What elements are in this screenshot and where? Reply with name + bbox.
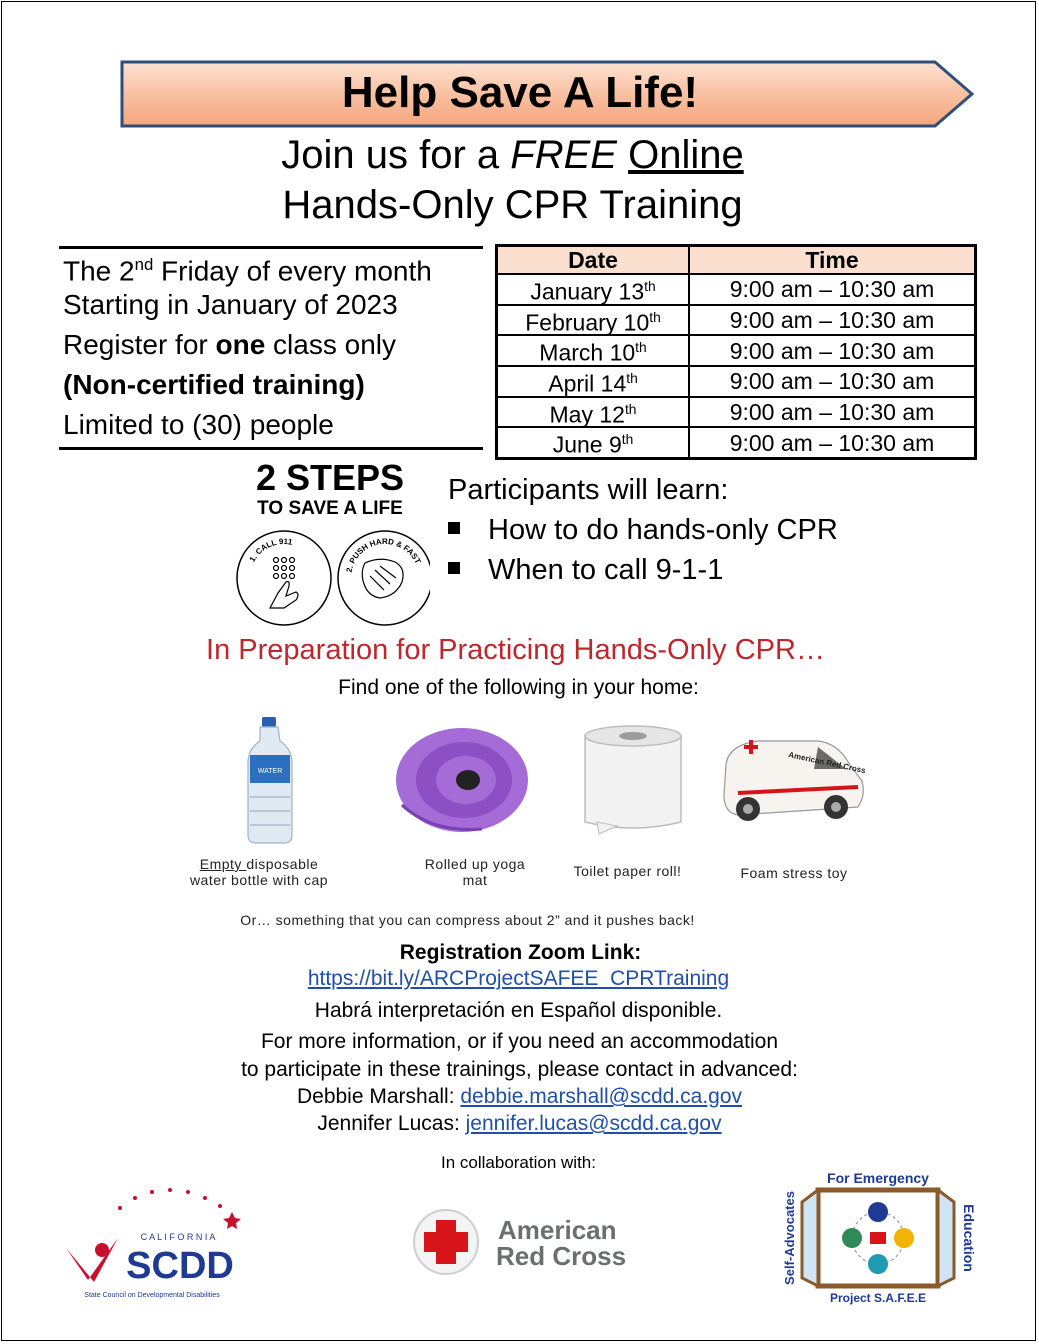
keypad-icon	[270, 558, 298, 609]
prep-heading: In Preparation for Practicing Hands-Only CPR…	[206, 634, 825, 666]
find-instruction: Find one of the following in your home:	[338, 676, 699, 699]
bullet-icon	[448, 562, 460, 574]
table-row	[497, 397, 976, 428]
svg-text:SCDD: SCDD	[126, 1245, 234, 1287]
time-cell: 9:00 am – 10:30 am	[689, 274, 976, 305]
learn-item: When to call 9-1-1	[448, 554, 723, 587]
registration-title: Registration Zoom Link:	[399, 941, 642, 964]
learn-title: Participants will learn:	[448, 474, 729, 506]
jennifer-email-link[interactable]: jennifer.lucas@scdd.ca.gov	[465, 1112, 722, 1135]
toy-caption: Foam stress toy	[740, 865, 848, 881]
scdd-checkmark-icon	[66, 1238, 118, 1282]
svg-text:Project S.A.F.E.E: Project S.A.F.E.E	[829, 1291, 927, 1305]
time-cell: 9:00 am – 10:30 am	[689, 397, 976, 428]
svg-text:C A L I F O R N I A: C A L I F O R N I A	[140, 1232, 216, 1242]
time-cell: 9:00 am – 10:30 am	[689, 305, 976, 336]
class-info-box	[59, 246, 483, 450]
star-icon	[223, 1212, 241, 1229]
steps-title: 2 STEPS	[255, 458, 405, 498]
time-cell: 9:00 am – 10:30 am	[689, 366, 976, 397]
subtitle-line-1: Join us for a FREE Online	[281, 133, 744, 177]
two-steps-graphic	[230, 458, 430, 628]
info-start: Starting in January of 2023	[63, 289, 398, 320]
svg-text:For Emergency: For Emergency	[827, 1170, 929, 1186]
contact-jennifer: Jennifer Lucas: jennifer.lucas@scdd.ca.gov	[317, 1112, 722, 1135]
more-info-line-2: to participate in these trainings, please contact in advanced:	[241, 1058, 798, 1081]
compress-note: Or… something that you can compress about 2” and it pushes back!	[240, 912, 695, 928]
spanish-note: Habrá interpretación en Español disponible.	[314, 999, 723, 1022]
scdd-logo	[60, 1180, 250, 1305]
table-row	[497, 305, 976, 336]
banner-title: Help Save A Life!	[341, 68, 699, 117]
call-911-label: 1. CALL 911	[247, 536, 294, 564]
more-info-line-1: For more information, or if you need an accommodation	[260, 1030, 779, 1053]
registration-link-row	[0, 967, 1038, 991]
registration-link[interactable]: https://bit.ly/ARCProjectSAFEE_CPRTraining	[307, 967, 730, 990]
paper-caption: Toilet paper roll!	[573, 863, 682, 879]
push-hard-label: 2. PUSH HARD & FAST	[344, 536, 423, 574]
date-cell: February 10th	[497, 305, 690, 336]
table-row	[497, 366, 976, 397]
schedule-header-row	[497, 246, 976, 275]
svg-text:WATER: WATER	[257, 768, 283, 775]
table-row	[497, 335, 976, 366]
date-cell: May 12th	[497, 397, 690, 428]
svg-text:Self-Advocates: Self-Advocates	[782, 1191, 797, 1285]
info-register: Register for one class only	[63, 329, 396, 360]
date-cell: March 10th	[497, 335, 690, 366]
time-cell: 9:00 am – 10:30 am	[689, 335, 976, 366]
bottle-caption: Empty disposable water bottle with cap	[189, 856, 329, 888]
subtitle-line-2: Hands-Only CPR Training	[282, 183, 743, 227]
schedule-table	[495, 244, 977, 460]
svg-text:Education: Education	[961, 1204, 977, 1272]
toilet-paper-image	[577, 722, 692, 837]
red-cross-logo	[410, 1205, 640, 1280]
learn-item: How to do hands-only CPR	[448, 514, 838, 547]
svg-text:American: American	[498, 1215, 617, 1245]
svg-text:American Red Cross: American Red Cross	[787, 750, 867, 776]
date-cell: January 13th	[497, 274, 690, 305]
svg-text:State Council on Developmental: State Council on Developmental Disabilities	[84, 1292, 220, 1299]
info-frequency: The 2nd Friday of every month	[63, 255, 432, 287]
time-header: Time	[689, 246, 976, 275]
steps-subtitle: TO SAVE A LIFE	[257, 498, 403, 519]
date-cell: June 9th	[497, 427, 690, 458]
yoga-mat-image	[392, 725, 532, 835]
time-cell: 9:00 am – 10:30 am	[689, 427, 976, 458]
bullet-icon	[448, 522, 460, 534]
foam-toy-image	[718, 735, 868, 830]
svg-text:Red Cross: Red Cross	[496, 1241, 627, 1271]
table-row	[497, 427, 976, 458]
project-safee-logo	[778, 1168, 978, 1308]
mat-caption: Rolled up yoga mat	[424, 856, 526, 888]
collaboration-label: In collaboration with:	[441, 1153, 596, 1172]
info-noncertified: (Non-certified training)	[63, 369, 365, 400]
table-row	[497, 274, 976, 305]
date-cell: April 14th	[497, 366, 690, 397]
date-header: Date	[497, 246, 690, 275]
debbie-email-link[interactable]: debbie.marshall@scdd.ca.gov	[460, 1085, 743, 1108]
hands-icon	[362, 559, 403, 598]
contact-debbie: Debbie Marshall: debbie.marshall@scdd.ca.gov	[296, 1085, 743, 1108]
info-limit: Limited to (30) people	[63, 409, 334, 440]
water-bottle-image	[240, 715, 300, 845]
